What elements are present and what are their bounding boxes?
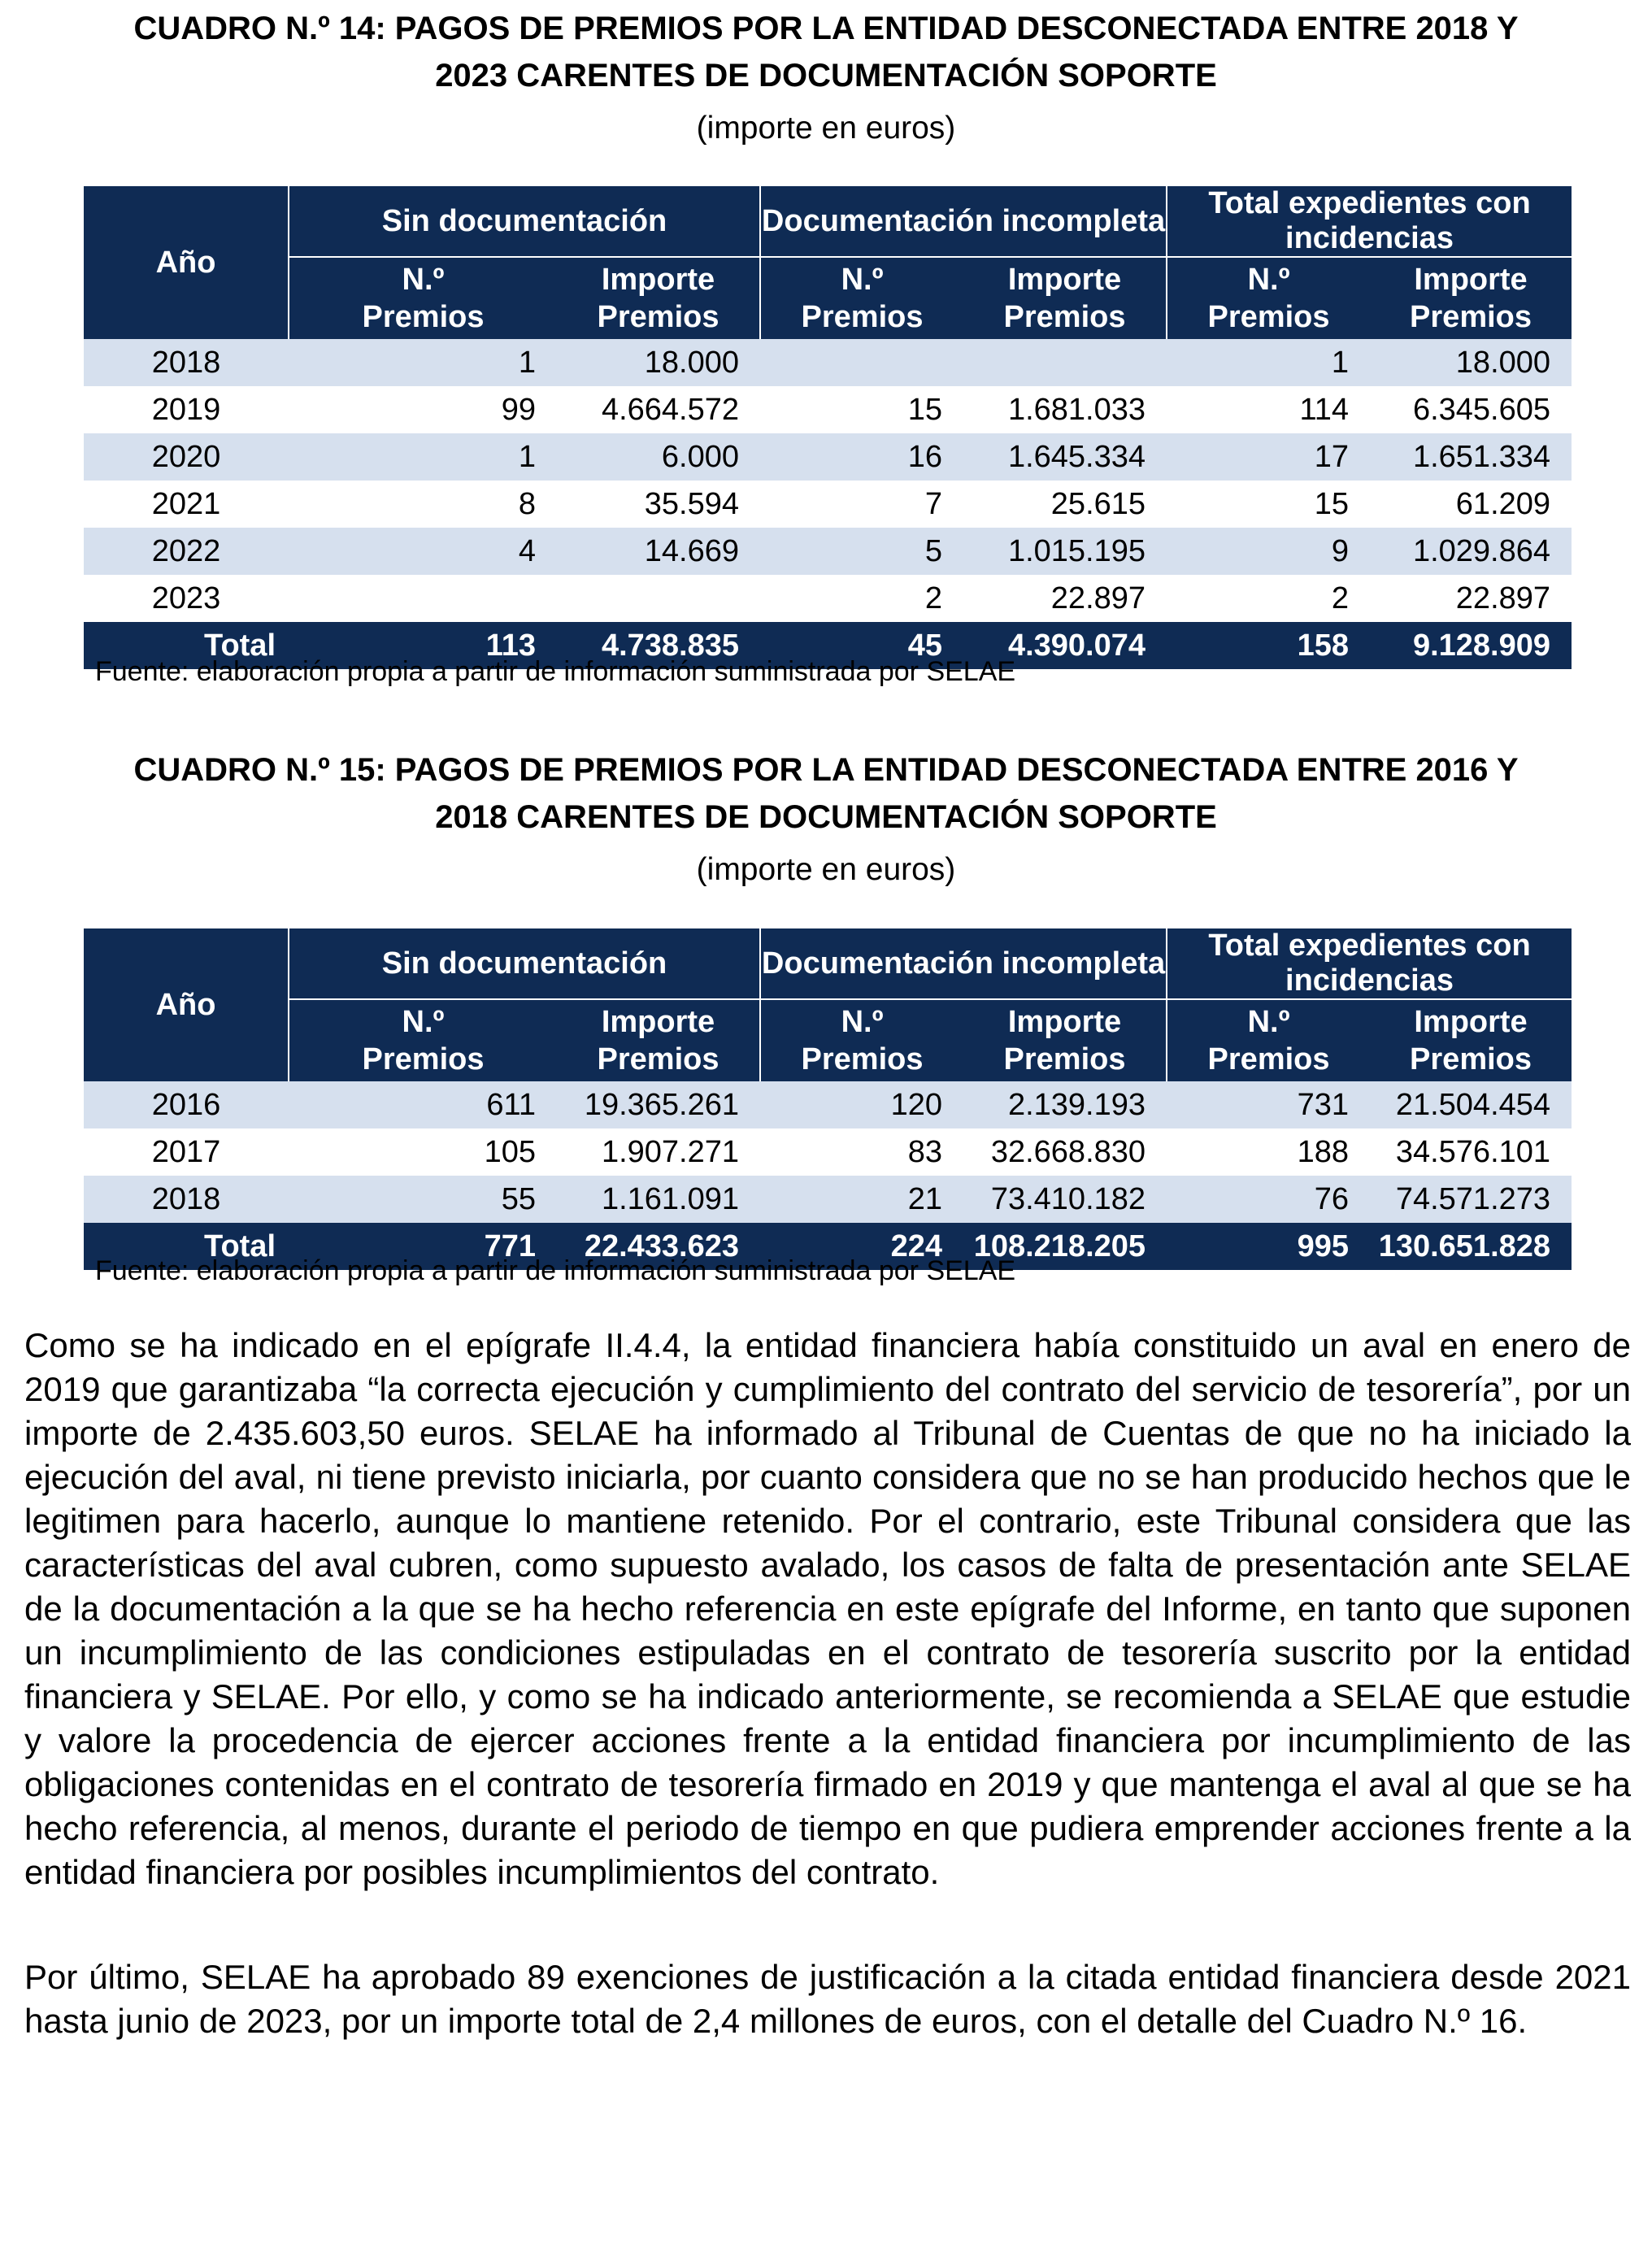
- table-14: [84, 186, 1572, 669]
- cell-tot-importe: 1.651.334: [1370, 433, 1572, 481]
- cell-sd-n: 771: [289, 1223, 557, 1270]
- cell-tot-importe: 130.651.828: [1370, 1223, 1572, 1270]
- cell-total-label: Total: [84, 622, 289, 669]
- cell-sd-importe: 19.365.261: [557, 1081, 760, 1128]
- cell-di-importe: 32.668.830: [963, 1128, 1167, 1176]
- cell-tot-n: 188: [1167, 1128, 1370, 1176]
- cell-tot-n: 114: [1167, 386, 1370, 433]
- cell-sd-n: 1: [289, 433, 557, 481]
- header-importe-premios: Importe Premios: [1370, 257, 1572, 339]
- table-15-source: Fuente: elaboración propia a partir de información suministrada por SELAE: [95, 1255, 1016, 1286]
- body-paragraph: Por último, SELAE ha aprobado 89 exenciones de justificación a la citada entidad financiera desde 2021 hasta junio de 2023, por un importe total de 2,4 millones de euros, con el detalle del Cuadro N.º 16.: [24, 1958, 1631, 2040]
- cell-sd-importe: 1.161.091: [557, 1176, 760, 1223]
- cell-sd-n: 1: [289, 339, 557, 386]
- cell-tot-importe: 1.029.864: [1370, 528, 1572, 575]
- cell-tot-importe: 74.571.273: [1370, 1176, 1572, 1223]
- cell-tot-importe: 22.897: [1370, 575, 1572, 622]
- cell-year: 2018: [84, 1176, 289, 1223]
- cell-di-importe: 4.390.074: [963, 622, 1167, 669]
- cell-di-n: 2: [760, 575, 963, 622]
- cell-di-n: 7: [760, 481, 963, 528]
- header-n-premios: N.º Premios: [1167, 999, 1370, 1081]
- header-sin-documentacion: Sin documentación: [289, 928, 760, 999]
- table-row: [84, 339, 1572, 386]
- table-row: [84, 386, 1572, 433]
- cell-di-importe: 1.015.195: [963, 528, 1167, 575]
- header-importe-premios: Importe Premios: [963, 999, 1167, 1081]
- cell-tot-n: 1: [1167, 339, 1370, 386]
- cell-sd-n: 611: [289, 1081, 557, 1128]
- cell-sd-n: 99: [289, 386, 557, 433]
- cell-di-importe: 1.681.033: [963, 386, 1167, 433]
- table-15-title-line2: 2018 CARENTES DE DOCUMENTACIÓN SOPORTE: [435, 799, 1217, 835]
- table-14-title-line1: CUADRO N.º 14: PAGOS DE PREMIOS POR LA ENTIDAD DESCONECTADA ENTRE 2018 Y: [133, 11, 1519, 46]
- cell-di-n: [760, 339, 963, 386]
- table-14-title-line2: 2023 CARENTES DE DOCUMENTACIÓN SOPORTE: [435, 58, 1217, 93]
- table-15-title-line1: CUADRO N.º 15: PAGOS DE PREMIOS POR LA ENTIDAD DESCONECTADA ENTRE 2016 Y: [133, 752, 1519, 788]
- header-n-premios: N.º Premios: [1167, 257, 1370, 339]
- cell-year: 2016: [84, 1081, 289, 1128]
- cell-tot-n: 158: [1167, 622, 1370, 669]
- cell-sd-n: 113: [289, 622, 557, 669]
- cell-sd-importe: 35.594: [557, 481, 760, 528]
- cell-di-n: 16: [760, 433, 963, 481]
- cell-sd-n: 55: [289, 1176, 557, 1223]
- table-row: [84, 575, 1572, 622]
- table-row: [84, 1081, 1572, 1128]
- header-importe-premios: Importe Premios: [963, 257, 1167, 339]
- cell-year: 2021: [84, 481, 289, 528]
- table-15-title: [33, 746, 1619, 841]
- header-documentacion-incompleta: Documentación incompleta: [760, 186, 1167, 257]
- cell-di-n: 5: [760, 528, 963, 575]
- header-importe-premios: Importe Premios: [557, 257, 760, 339]
- cell-tot-importe: 6.345.605: [1370, 386, 1572, 433]
- table-row: [84, 1128, 1572, 1176]
- cell-tot-n: 9: [1167, 528, 1370, 575]
- cell-year: 2022: [84, 528, 289, 575]
- cell-di-importe: [963, 339, 1167, 386]
- cell-di-n: 15: [760, 386, 963, 433]
- header-total-expedientes: Total expedientes con incidencias: [1167, 928, 1572, 999]
- header-n-premios: N.º Premios: [289, 257, 557, 339]
- cell-di-n: 120: [760, 1081, 963, 1128]
- cell-tot-importe: 61.209: [1370, 481, 1572, 528]
- cell-tot-n: 995: [1167, 1223, 1370, 1270]
- cell-di-importe: 22.897: [963, 575, 1167, 622]
- cell-di-n: 21: [760, 1176, 963, 1223]
- cell-year: 2018: [84, 339, 289, 386]
- header-sin-documentacion: Sin documentación: [289, 186, 760, 257]
- cell-sd-importe: 4.664.572: [557, 386, 760, 433]
- table-14-title: [33, 5, 1619, 99]
- cell-tot-n: 2: [1167, 575, 1370, 622]
- cell-total-label: Total: [84, 1223, 289, 1270]
- table-15-units: (importe en euros): [696, 852, 956, 887]
- cell-sd-importe: [557, 575, 760, 622]
- cell-year: 2020: [84, 433, 289, 481]
- cell-di-n: 45: [760, 622, 963, 669]
- header-total-expedientes: Total expedientes con incidencias: [1167, 186, 1572, 257]
- cell-tot-importe: 21.504.454: [1370, 1081, 1572, 1128]
- header-n-premios: N.º Premios: [289, 999, 557, 1081]
- cell-tot-n: 17: [1167, 433, 1370, 481]
- cell-di-importe: 1.645.334: [963, 433, 1167, 481]
- cell-sd-importe: 1.907.271: [557, 1128, 760, 1176]
- cell-di-n: 224: [760, 1223, 963, 1270]
- cell-sd-importe: 18.000: [557, 339, 760, 386]
- header-documentacion-incompleta: Documentación incompleta: [760, 928, 1167, 999]
- cell-year: 2017: [84, 1128, 289, 1176]
- cell-tot-n: 731: [1167, 1081, 1370, 1128]
- table-14-units: (importe en euros): [696, 111, 956, 146]
- header-importe-premios: Importe Premios: [557, 999, 760, 1081]
- cell-sd-n: [289, 575, 557, 622]
- table-row: [84, 481, 1572, 528]
- table-row: [84, 1176, 1572, 1223]
- table-14-source: Fuente: elaboración propia a partir de información suministrada por SELAE: [95, 656, 1016, 687]
- cell-sd-n: 8: [289, 481, 557, 528]
- body-paragraph: Como se ha indicado en el epígrafe II.4.4, la entidad financiera había constituido un aval en enero de 2019 que garantizaba “la correcta ejecución y cumplimiento del contrato del servicio de tesorería”, por un importe de 2.435.603,50 euros. SELAE ha informado al Tribunal de Cuentas de que no ha iniciado la ejecución del aval, ni tiene previsto iniciarla, por cuanto considera que no se han producido hechos que le legitimen para hacerlo, aunque lo mantiene retenido. Por el contrario, este Tribunal considera que las características del aval cubren, como supuesto avalado, los casos de falta de presentación ante SELAE de la documentación a la que se ha hecho referencia en este epígrafe del Informe, en tanto que suponen un incumplimiento de las condiciones estipuladas en el contrato de tesorería suscrito por la entidad financiera y SELAE. Por ello, y como se ha indicado anteriormente, se recomienda a SELAE que estudie y valore la procedencia de ejercer acciones frente a la entidad financiera por incumplimiento de las obligaciones contenidas en el contrato de tesorería firmado en 2019 y que mantenga el aval al que se ha hecho referencia, al menos, durante el periodo de tiempo en que pudiera emprender acciones frente a la entidad financiera por posibles incumplimientos del contrato.: [24, 1326, 1631, 1891]
- cell-di-n: 83: [760, 1128, 963, 1176]
- cell-di-importe: 25.615: [963, 481, 1167, 528]
- header-importe-premios: Importe Premios: [1370, 999, 1572, 1081]
- table-row: [84, 528, 1572, 575]
- cell-year: 2019: [84, 386, 289, 433]
- cell-tot-importe: 9.128.909: [1370, 622, 1572, 669]
- table-row: [84, 433, 1572, 481]
- cell-sd-importe: 4.738.835: [557, 622, 760, 669]
- header-year: Año: [84, 928, 289, 1081]
- cell-year: 2023: [84, 575, 289, 622]
- cell-sd-n: 105: [289, 1128, 557, 1176]
- cell-di-importe: 108.218.205: [963, 1223, 1167, 1270]
- cell-tot-n: 76: [1167, 1176, 1370, 1223]
- header-n-premios: N.º Premios: [760, 257, 963, 339]
- cell-sd-n: 4: [289, 528, 557, 575]
- cell-tot-importe: 18.000: [1370, 339, 1572, 386]
- header-n-premios: N.º Premios: [760, 999, 963, 1081]
- header-year: Año: [84, 186, 289, 339]
- cell-tot-n: 15: [1167, 481, 1370, 528]
- cell-tot-importe: 34.576.101: [1370, 1128, 1572, 1176]
- cell-di-importe: 73.410.182: [963, 1176, 1167, 1223]
- cell-sd-importe: 14.669: [557, 528, 760, 575]
- cell-sd-importe: 22.433.623: [557, 1223, 760, 1270]
- table-15: [84, 928, 1572, 1270]
- cell-di-importe: 2.139.193: [963, 1081, 1167, 1128]
- cell-sd-importe: 6.000: [557, 433, 760, 481]
